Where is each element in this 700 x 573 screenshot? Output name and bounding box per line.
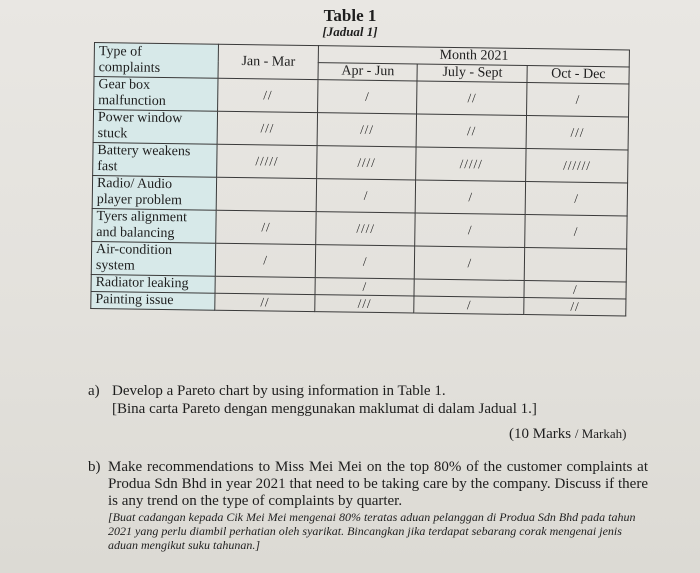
tally-q2: /// bbox=[317, 113, 416, 147]
complaint-type: Gear box malfunction bbox=[94, 77, 218, 112]
marks-translation: / Markah) bbox=[574, 426, 627, 441]
complaints-table-body bbox=[91, 77, 629, 316]
tally-q3: // bbox=[417, 81, 528, 116]
question-a-text: Develop a Pareto chart by using information in Table 1. bbox=[112, 383, 446, 399]
complaint-type: Radiator leaking bbox=[91, 274, 215, 293]
question-b-text: Make recommendations to Miss Mei Mei on the top 80% of the customer complaints at Produa Sdn Bhd in year 2021 that need to be taking care by the company. Discuss if there is any trend on the type of complaints by quarter. bbox=[108, 459, 648, 509]
tally-q2: / bbox=[316, 179, 415, 213]
complaint-type: Radio/ Audio player problem bbox=[92, 175, 216, 210]
tally-q2: /// bbox=[315, 295, 414, 313]
tally-q1: / bbox=[215, 243, 316, 277]
tally-q2: / bbox=[318, 80, 417, 114]
tally-q4 bbox=[525, 248, 627, 282]
tally-q4: ////// bbox=[526, 149, 628, 183]
tally-q1 bbox=[215, 276, 315, 294]
month-header: Month 2021 bbox=[318, 46, 629, 67]
question-b bbox=[88, 459, 648, 552]
tally-q3: / bbox=[414, 296, 524, 315]
tally-q3: / bbox=[415, 213, 526, 248]
tally-q1: ///// bbox=[217, 144, 318, 178]
tally-q4: / bbox=[524, 281, 626, 299]
tally-q4: /// bbox=[527, 116, 629, 150]
complaint-type: Painting issue bbox=[91, 291, 215, 310]
question-a-label: a) bbox=[88, 383, 100, 399]
marks bbox=[509, 426, 626, 443]
tally-q1: /// bbox=[217, 111, 318, 145]
complaints-table bbox=[90, 42, 630, 316]
tally-q2: //// bbox=[317, 146, 416, 180]
tally-q2: / bbox=[315, 278, 414, 296]
tally-q1: // bbox=[215, 293, 315, 311]
question-b-translation: [Buat cadangan kepada Cik Mei Mei mengenai 80% teratas aduan pelanggan di Produa Sdn Bhd pada tahun 2021 yang perlu diambil perhatian oleh syarikat. Bincangkan jika terdapat sebarang corak mengenai jenis aduan mengikut suku tahunan.] bbox=[108, 510, 636, 552]
complaint-type: Battery weakens fast bbox=[93, 142, 217, 177]
tally-q3: / bbox=[415, 180, 526, 215]
table-title: Table 1 bbox=[323, 6, 377, 25]
tally-q1: // bbox=[216, 210, 317, 244]
question-b-label: b) bbox=[88, 459, 101, 475]
complaint-type: Air-condition system bbox=[91, 241, 215, 276]
quarter-header-q1: Jan - Mar bbox=[218, 44, 319, 79]
tally-q4: // bbox=[524, 298, 626, 316]
tally-q2: //// bbox=[316, 212, 415, 246]
complaint-type: Power window stuck bbox=[93, 110, 217, 145]
tally-q3: ///// bbox=[416, 147, 527, 182]
tally-q3 bbox=[414, 279, 524, 298]
complaint-type: Tyers alignment and balancing bbox=[92, 208, 216, 243]
tally-q3: // bbox=[416, 114, 527, 149]
quarter-header-q2: Apr - Jun bbox=[318, 63, 417, 81]
tally-q1 bbox=[216, 177, 317, 211]
quarter-header-q4: Oct - Dec bbox=[527, 66, 629, 84]
tally-q1: // bbox=[218, 78, 319, 112]
tally-q4: / bbox=[526, 182, 628, 216]
table-subtitle: [Jadual 1] bbox=[322, 24, 378, 39]
question-a-translation: [Bina carta Pareto dengan menggunakan maklumat di dalam Jadual 1.] bbox=[112, 401, 537, 417]
quarter-header-q3: July - Sept bbox=[417, 64, 527, 83]
tally-q4: / bbox=[525, 215, 627, 249]
tally-q4: / bbox=[527, 83, 629, 117]
tally-q2: / bbox=[315, 245, 414, 279]
tally-q3: / bbox=[414, 246, 525, 281]
type-header: Type of complaints bbox=[94, 43, 218, 79]
marks-value: (10 Marks bbox=[509, 426, 572, 442]
